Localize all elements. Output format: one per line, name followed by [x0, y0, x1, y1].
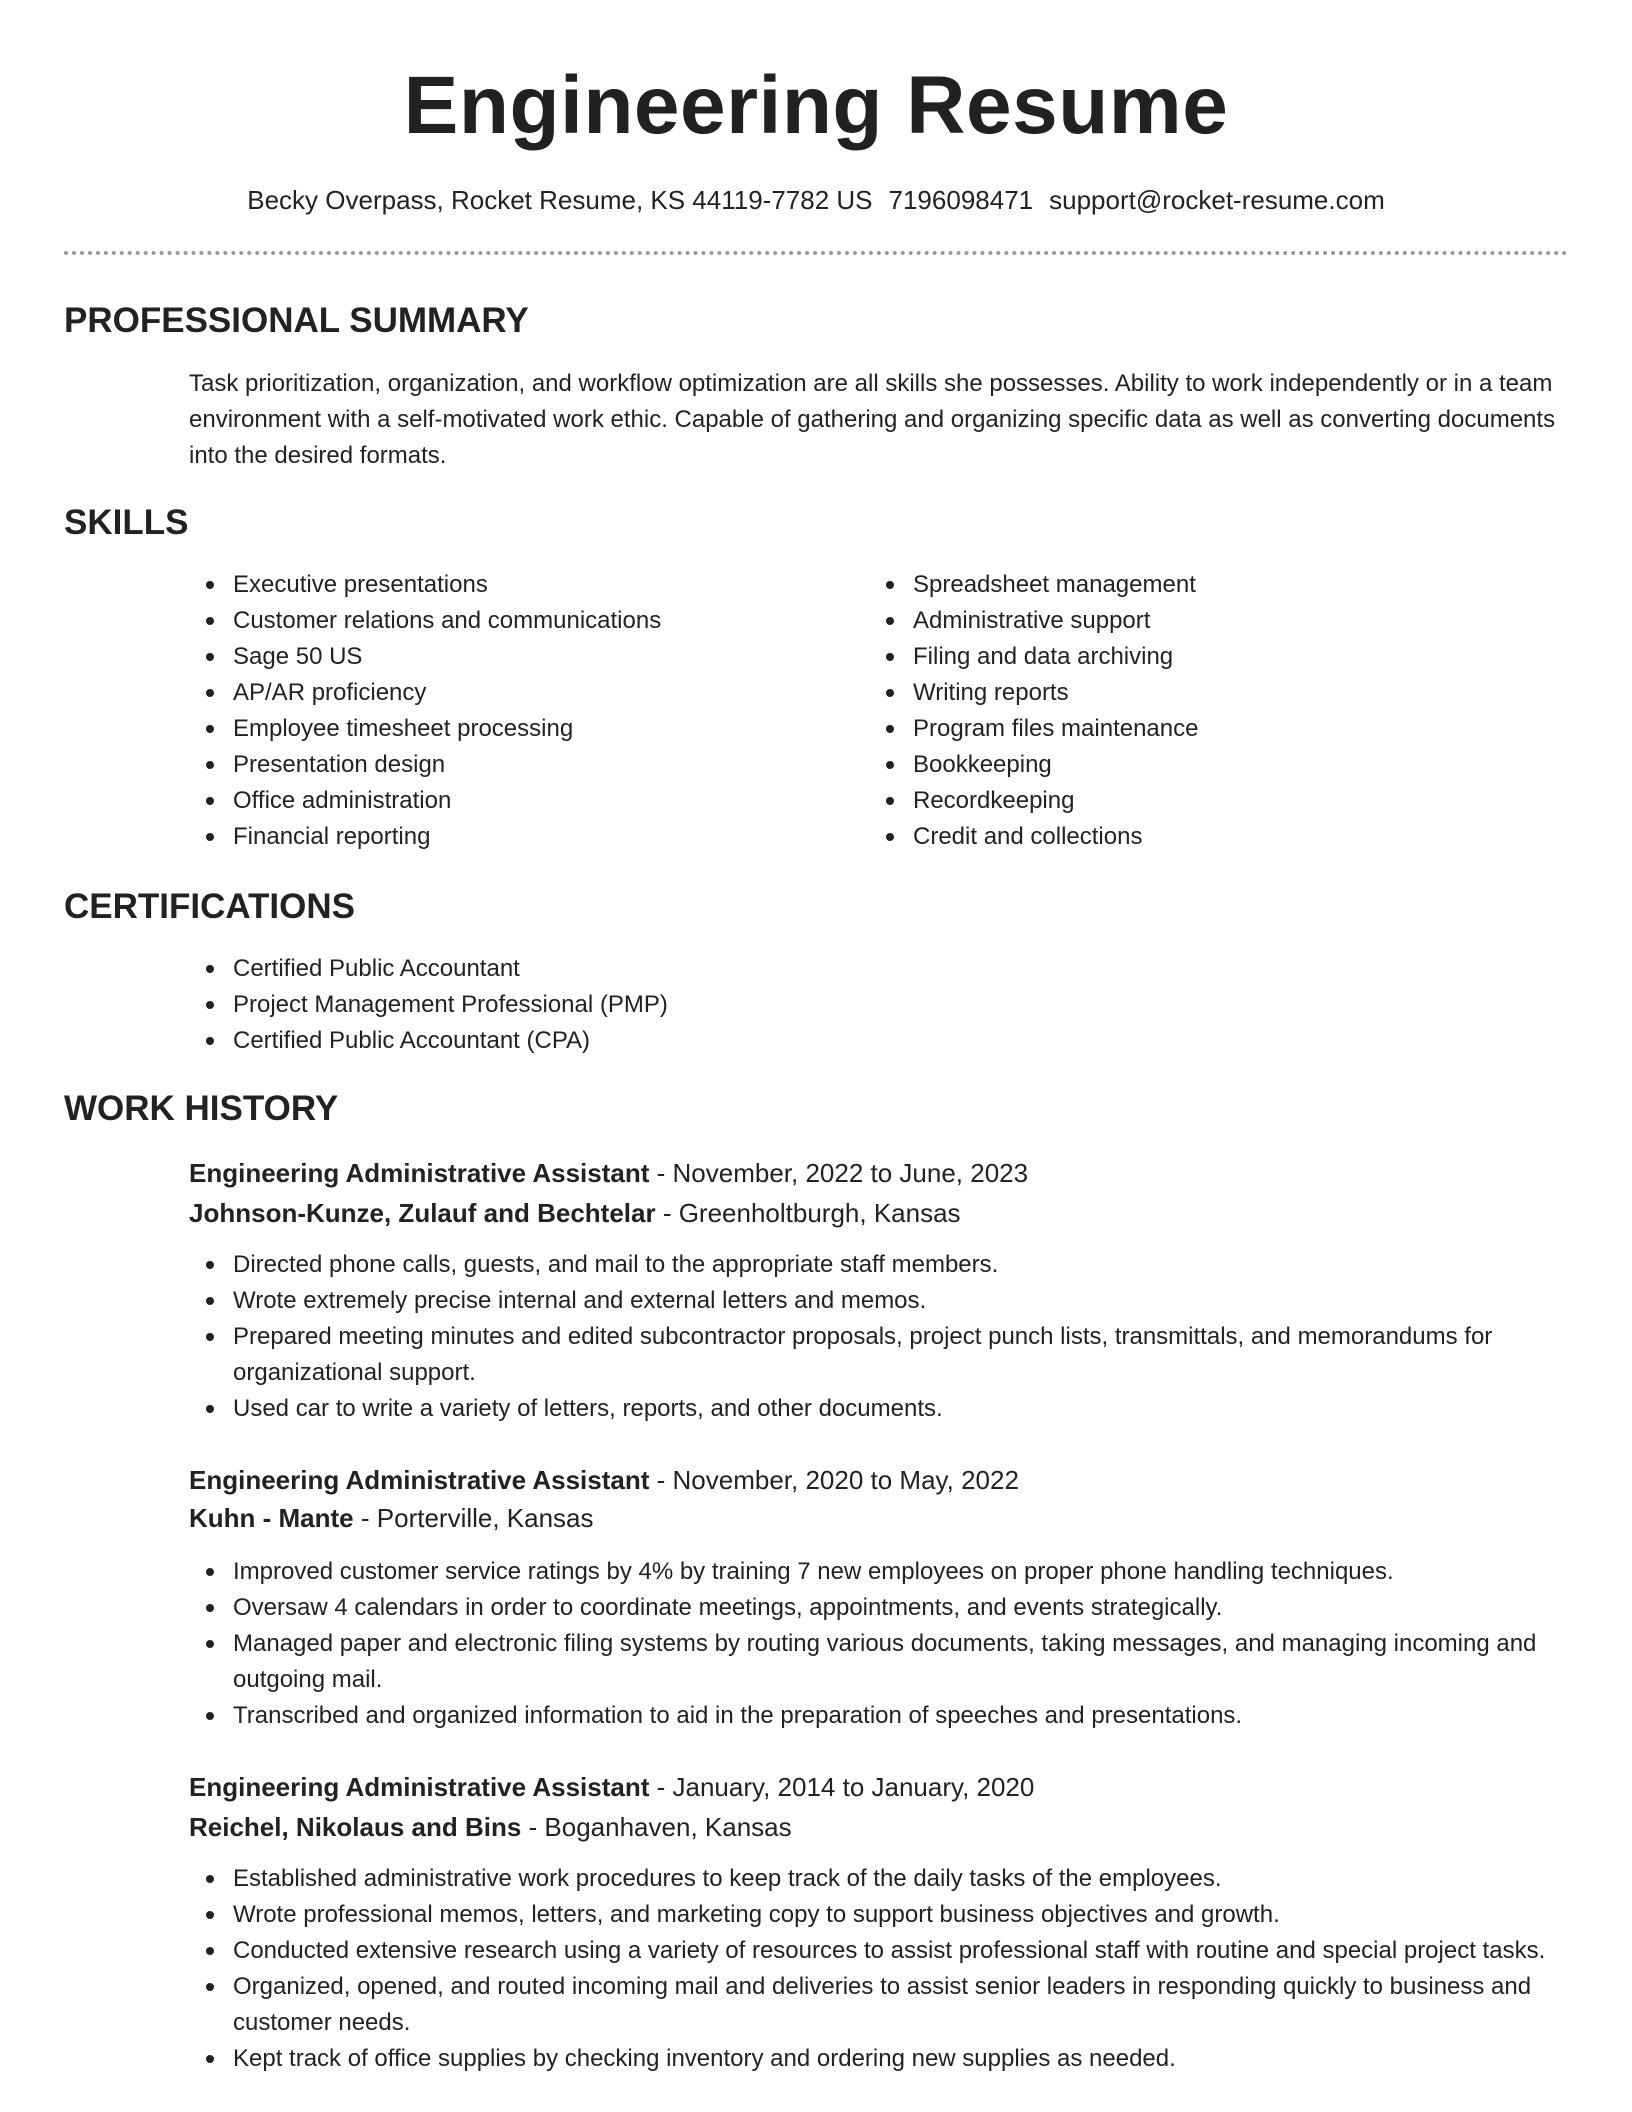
list-item: Program files maintenance — [869, 711, 1509, 747]
job-bullets — [189, 1861, 1559, 2077]
certifications-list — [189, 951, 1559, 1059]
contact-line — [64, 182, 1568, 218]
summary-text: Task prioritization, organization, and workflow optimization are all skills she possesses. Ability to work independently or in a team environment with a self-motivated work ethic. Capable of gathering and organizing specific data as well as converting documents into the desired formats. — [189, 370, 1556, 469]
list-item: Directed phone calls, guests, and mail to the appropriate staff members. — [189, 1247, 1559, 1283]
job-company-line — [189, 1808, 792, 1846]
list-item: Credit and collections — [869, 819, 1509, 855]
job-company: Reichel, Nikolaus and Bins — [189, 1812, 522, 1842]
list-item: Administrative support — [869, 603, 1509, 639]
skills-list-right — [869, 567, 1509, 855]
list-item: Recordkeeping — [869, 783, 1509, 819]
job-company-line — [189, 1194, 961, 1232]
resume-title: Engineering Resume — [403, 60, 1229, 151]
job-title: Engineering Administrative Assistant — [189, 1772, 650, 1802]
list-item: Certified Public Accountant — [189, 951, 1559, 987]
list-item: Kept track of office supplies by checking inventory and ordering new supplies as needed. — [189, 2041, 1559, 2077]
list-item: Presentation design — [189, 747, 829, 783]
list-item: Office administration — [189, 783, 829, 819]
header-divider — [64, 251, 1568, 255]
list-item: Improved customer service ratings by 4% by training 7 new employees on proper phone handling techniques. — [189, 1554, 1559, 1590]
contact-address: Becky Overpass, Rocket Resume, KS 44119-7782 US — [247, 185, 873, 215]
list-item: Writing reports — [869, 675, 1509, 711]
list-item: Established administrative work procedures to keep track of the daily tasks of the employees. — [189, 1861, 1559, 1897]
list-item: Wrote extremely precise internal and external letters and memos. — [189, 1283, 1559, 1319]
job-company: Johnson-Kunze, Zulauf and Bechtelar — [189, 1198, 656, 1228]
job-title-line — [189, 1768, 1034, 1806]
list-item: Project Management Professional (PMP) — [189, 987, 1559, 1023]
list-item: Used car to write a variety of letters, reports, and other documents. — [189, 1391, 1559, 1427]
list-item: Conducted extensive research using a variety of resources to assist professional staff with routine and special project tasks. — [189, 1933, 1559, 1969]
list-item: Managed paper and electronic filing systems by routing various documents, taking messages, and managing incoming and outgoing mail. — [189, 1626, 1559, 1698]
list-item: Certified Public Accountant (CPA) — [189, 1023, 1559, 1059]
job-location: - Porterville, Kansas — [353, 1503, 594, 1533]
list-item: Wrote professional memos, letters, and marketing copy to support business objectives and growth. — [189, 1897, 1559, 1933]
job-company-line — [189, 1499, 594, 1537]
list-item: Customer relations and communications — [189, 603, 829, 639]
list-item: Financial reporting — [189, 819, 829, 855]
job-dates: - January, 2014 to January, 2020 — [649, 1772, 1035, 1802]
list-item: Organized, opened, and routed incoming mail and deliveries to assist senior leaders in responding quickly to business and customer needs. — [189, 1969, 1559, 2041]
job-title: Engineering Administrative Assistant — [189, 1465, 650, 1495]
list-item: Transcribed and organized information to aid in the preparation of speeches and presentations. — [189, 1698, 1559, 1734]
section-title-work-history: WORK HISTORY — [64, 1089, 339, 1128]
list-item: Spreadsheet management — [869, 567, 1509, 603]
section-title-skills: SKILLS — [64, 503, 189, 542]
list-item: Prepared meeting minutes and edited subcontractor proposals, project punch lists, transmittals, and memorandums for organizational support. — [189, 1319, 1559, 1391]
section-title-summary: PROFESSIONAL SUMMARY — [64, 301, 529, 340]
job-title-line — [189, 1461, 1019, 1499]
job-title-line — [189, 1154, 1028, 1192]
job-location: - Greenholtburgh, Kansas — [655, 1198, 961, 1228]
contact-phone: 7196098471 — [888, 185, 1034, 215]
job-title: Engineering Administrative Assistant — [189, 1158, 650, 1188]
job-bullets — [189, 1247, 1559, 1427]
job-company: Kuhn - Mante — [189, 1503, 354, 1533]
job-dates: - November, 2020 to May, 2022 — [649, 1465, 1019, 1495]
skills-list-left — [189, 567, 829, 855]
list-item: Filing and data archiving — [869, 639, 1509, 675]
section-title-certifications: CERTIFICATIONS — [64, 887, 356, 926]
list-item: Bookkeeping — [869, 747, 1509, 783]
contact-email: support@rocket-resume.com — [1049, 185, 1385, 215]
list-item: Executive presentations — [189, 567, 829, 603]
list-item: Employee timesheet processing — [189, 711, 829, 747]
list-item: Oversaw 4 calendars in order to coordinate meetings, appointments, and events strategically. — [189, 1590, 1559, 1626]
list-item: AP/AR proficiency — [189, 675, 829, 711]
job-dates: - November, 2022 to June, 2023 — [649, 1158, 1029, 1188]
list-item: Sage 50 US — [189, 639, 829, 675]
job-location: - Boganhaven, Kansas — [521, 1812, 792, 1842]
job-bullets — [189, 1554, 1559, 1734]
